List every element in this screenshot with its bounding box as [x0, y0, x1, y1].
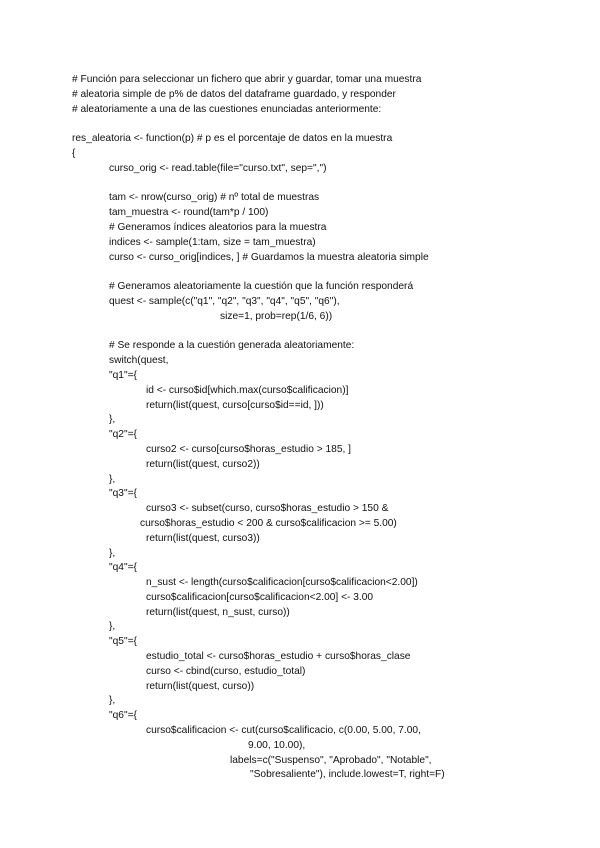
comment-line: # aleatoria simple de p% de datos del dataframe guardado, y responder: [72, 88, 396, 100]
code-line: curso$calificacion <- cut(curso$calificacio, c(0.00, 5.00, 7.00,: [146, 725, 421, 737]
code-line: size=1, prob=rep(1/6, 6)): [220, 310, 333, 322]
code-line: return(list(quest, n_sust, curso)): [146, 606, 290, 618]
code-line: },: [109, 621, 116, 633]
code-line: "Sobresaliente"), include.lowest=T, right=F): [250, 769, 445, 781]
blank-line: [72, 117, 572, 132]
code-line: id <- curso$id[which.max(curso$calificacion)]: [146, 384, 349, 396]
code-line: return(list(quest, curso2)): [146, 458, 260, 470]
code-line: },: [109, 695, 116, 707]
code-line: return(list(quest, curso3)): [146, 532, 260, 544]
blank-line: [72, 177, 572, 192]
code-line: curso <- cbind(curso, estudio_total): [146, 665, 306, 677]
code-line: },: [109, 473, 116, 485]
code-line: labels=c("Suspenso", "Aprobado", "Notable",: [230, 754, 432, 766]
code-line: quest <- sample(c("q1", "q2", "q3", "q4", "q5", "q6"),: [109, 295, 340, 307]
code-line: return(list(quest, curso)): [146, 680, 255, 692]
code-line: "q2"={: [109, 429, 137, 441]
code-line: "q1"={: [109, 369, 137, 381]
code-line: 9.00, 10.00),: [248, 739, 306, 751]
code-line: tam_muestra <- round(tam*p / 100): [109, 207, 269, 219]
code-line: "q5"={: [109, 636, 137, 648]
code-line: curso$calificacion[curso$calificacion<2.00] <- 3.00: [146, 591, 374, 603]
code-line: curso2 <- curso[curso$horas_estudio > 185, ]: [146, 443, 351, 455]
code-line: switch(quest,: [109, 355, 169, 367]
code-line: {: [72, 147, 76, 159]
comment-line: # aleatoriamente a una de las cuestiones enunciadas anteriormente:: [72, 103, 382, 115]
code-line: indices <- sample(1:tam, size = tam_muestra): [109, 236, 316, 248]
code-line: tam <- nrow(curso_orig) # nº total de muestras: [109, 192, 320, 204]
code-line: "q4"={: [109, 562, 137, 574]
code-line: curso_orig <- read.table(file="curso.txt", sep=","): [109, 162, 327, 174]
comment-line: # Generamos índices aleatorios para la muestra: [109, 221, 327, 233]
code-line: return(list(quest, curso[curso$id==id, ])): [146, 399, 324, 411]
code-line: },: [109, 414, 116, 426]
comment-line: # Función para seleccionar un fichero que abrir y guardar, tomar una muestra: [72, 74, 422, 85]
blank-line: [72, 265, 572, 280]
blank-line: [72, 325, 572, 340]
code-line: n_sust <- length(curso$calificacion[curso$calificacion<2.00]): [146, 577, 418, 589]
code-line: "q6"={: [109, 710, 137, 722]
code-line: "q3"={: [109, 488, 137, 500]
code-line: res_aleatoria <- function(p) # p es el porcentaje de datos en la muestra: [72, 133, 393, 145]
code-line: curso3 <- subset(curso, curso$horas_estudio > 150 &: [146, 503, 389, 515]
comment-line: # Se responde a la cuestión generada aleatoriamente:: [109, 340, 355, 352]
r-code-listing: [72, 73, 572, 783]
comment-line: # Generamos aleatoriamente la cuestión que la función responderá: [109, 281, 414, 293]
code-line: estudio_total <- curso$horas_estudio + curso$horas_clase: [146, 651, 411, 663]
code-line: },: [109, 547, 116, 559]
code-line: curso <- curso_orig[indices, ] # Guardamos la muestra aleatoria simple: [109, 251, 429, 263]
code-line: curso$horas_estudio < 200 & curso$calificacion >= 5.00): [140, 517, 397, 529]
